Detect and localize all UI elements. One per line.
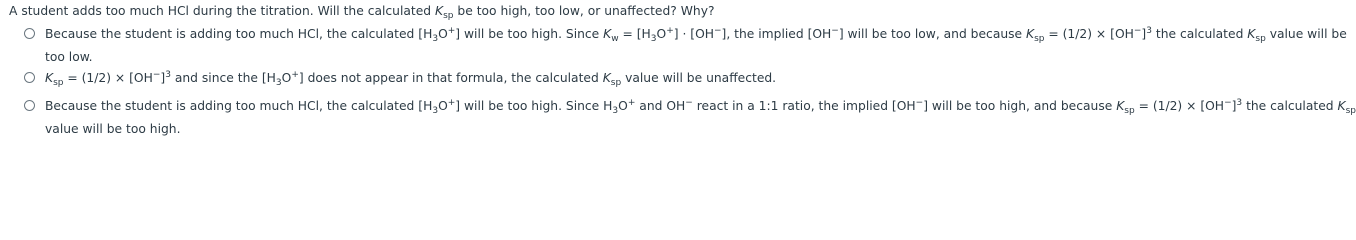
- question-prompt: [9, 2, 715, 20]
- opt1-text: = [H: [618, 27, 651, 41]
- opt1-sub: 3: [650, 34, 657, 44]
- opt1-var: K: [1026, 27, 1035, 41]
- opt2-sup: 3: [165, 70, 171, 80]
- opt3-sup: +: [447, 98, 456, 108]
- opt3-var: K: [1116, 99, 1125, 113]
- opt1-text: = (1/2) × [OH: [1044, 27, 1134, 41]
- opt1-text: O: [656, 27, 667, 41]
- opt1-sup: −: [831, 26, 839, 36]
- opt1-sup: −: [714, 26, 722, 36]
- opt1-sup: 3: [1146, 26, 1152, 36]
- opt3-sub: 3: [612, 106, 619, 116]
- opt2-text: ]: [160, 71, 166, 85]
- opt1-text: ] · [OH: [673, 27, 714, 41]
- opt1-text: ] will be too low, and because: [838, 27, 1027, 41]
- opt3-sub: 3: [432, 106, 439, 116]
- opt1-text: the calculated: [1151, 27, 1248, 41]
- opt3-text: = (1/2) × [OH: [1134, 99, 1225, 113]
- opt1-sup: +: [447, 26, 456, 36]
- opt3-text: ]: [1231, 99, 1237, 113]
- opt3-text: ] will be too high. Since H: [455, 99, 613, 113]
- opt3-var: K: [1337, 99, 1346, 113]
- opt3-line2: value will be too high.: [45, 122, 181, 136]
- opt3-sup: −: [915, 98, 924, 108]
- opt3-sub: sp: [1345, 106, 1356, 116]
- opt3-sup: 3: [1236, 98, 1243, 108]
- opt2-text: ] does not appear in that formula, the calculated: [298, 71, 603, 85]
- opt3-text: ] will be too high, and because: [923, 99, 1117, 113]
- question-text-b: be too high, too low, or unaffected? Why?: [453, 4, 715, 18]
- opt1-sup: −: [1133, 26, 1142, 36]
- radio-button-2[interactable]: [24, 72, 35, 83]
- answer-option-3-text: [45, 96, 1356, 139]
- opt2-text: = (1/2) × [OH: [63, 71, 153, 85]
- opt1-text: ] will be too high. Since: [455, 27, 604, 41]
- opt1-var: K: [1247, 27, 1256, 41]
- opt2-var: K: [45, 71, 54, 85]
- opt2-sub: sp: [53, 78, 64, 88]
- ksp-subscript: sp: [443, 11, 454, 21]
- opt1-sub: w: [611, 34, 619, 44]
- opt1-text: ]: [1141, 27, 1147, 41]
- opt3-text: Because the student is adding too much HCl, the calculated [H: [45, 99, 433, 113]
- opt2-text: value will be unaffected.: [621, 71, 777, 85]
- opt2-sub: sp: [610, 78, 622, 88]
- opt2-text: O: [281, 71, 292, 85]
- ksp-symbol: K: [435, 4, 444, 18]
- answer-option-2-text: [45, 68, 1194, 88]
- opt2-var: K: [602, 71, 611, 85]
- opt3-sup: +: [627, 98, 636, 108]
- opt1-sub: 3: [432, 34, 439, 44]
- opt1-text: ], the implied [OH: [721, 27, 832, 41]
- opt1-sub: sp: [1034, 34, 1045, 44]
- opt1-line2: too low.: [45, 50, 93, 64]
- opt1-text: O: [438, 27, 448, 41]
- opt3-sup: −: [685, 98, 693, 108]
- opt1-text: Because the student is adding too much HCl, the calculated [H: [45, 27, 433, 41]
- question-text-a: A student adds too much HCl during the titration. Will the calculated: [9, 4, 436, 18]
- opt2-sup: +: [291, 70, 299, 80]
- radio-button-3[interactable]: [24, 100, 35, 111]
- opt3-text: O: [438, 99, 448, 113]
- opt1-sub: sp: [1255, 34, 1266, 44]
- radio-button-1[interactable]: [24, 28, 35, 39]
- opt3-text: O: [618, 99, 628, 113]
- opt3-text: the calculated: [1242, 99, 1338, 113]
- opt3-sup: −: [1224, 98, 1232, 108]
- opt1-var: K: [603, 27, 612, 41]
- opt2-sup: −: [152, 70, 161, 80]
- opt1-text: value will be: [1265, 27, 1347, 41]
- opt1-sup: +: [666, 26, 674, 36]
- opt3-text: react in a 1:1 ratio, the implied [OH: [692, 99, 916, 113]
- opt2-sub: 3: [275, 78, 282, 88]
- opt3-text: and OH: [635, 99, 686, 113]
- answer-option-1-text: [45, 24, 1347, 67]
- opt2-text: and since the [H: [170, 71, 276, 85]
- opt3-sub: sp: [1124, 106, 1135, 116]
